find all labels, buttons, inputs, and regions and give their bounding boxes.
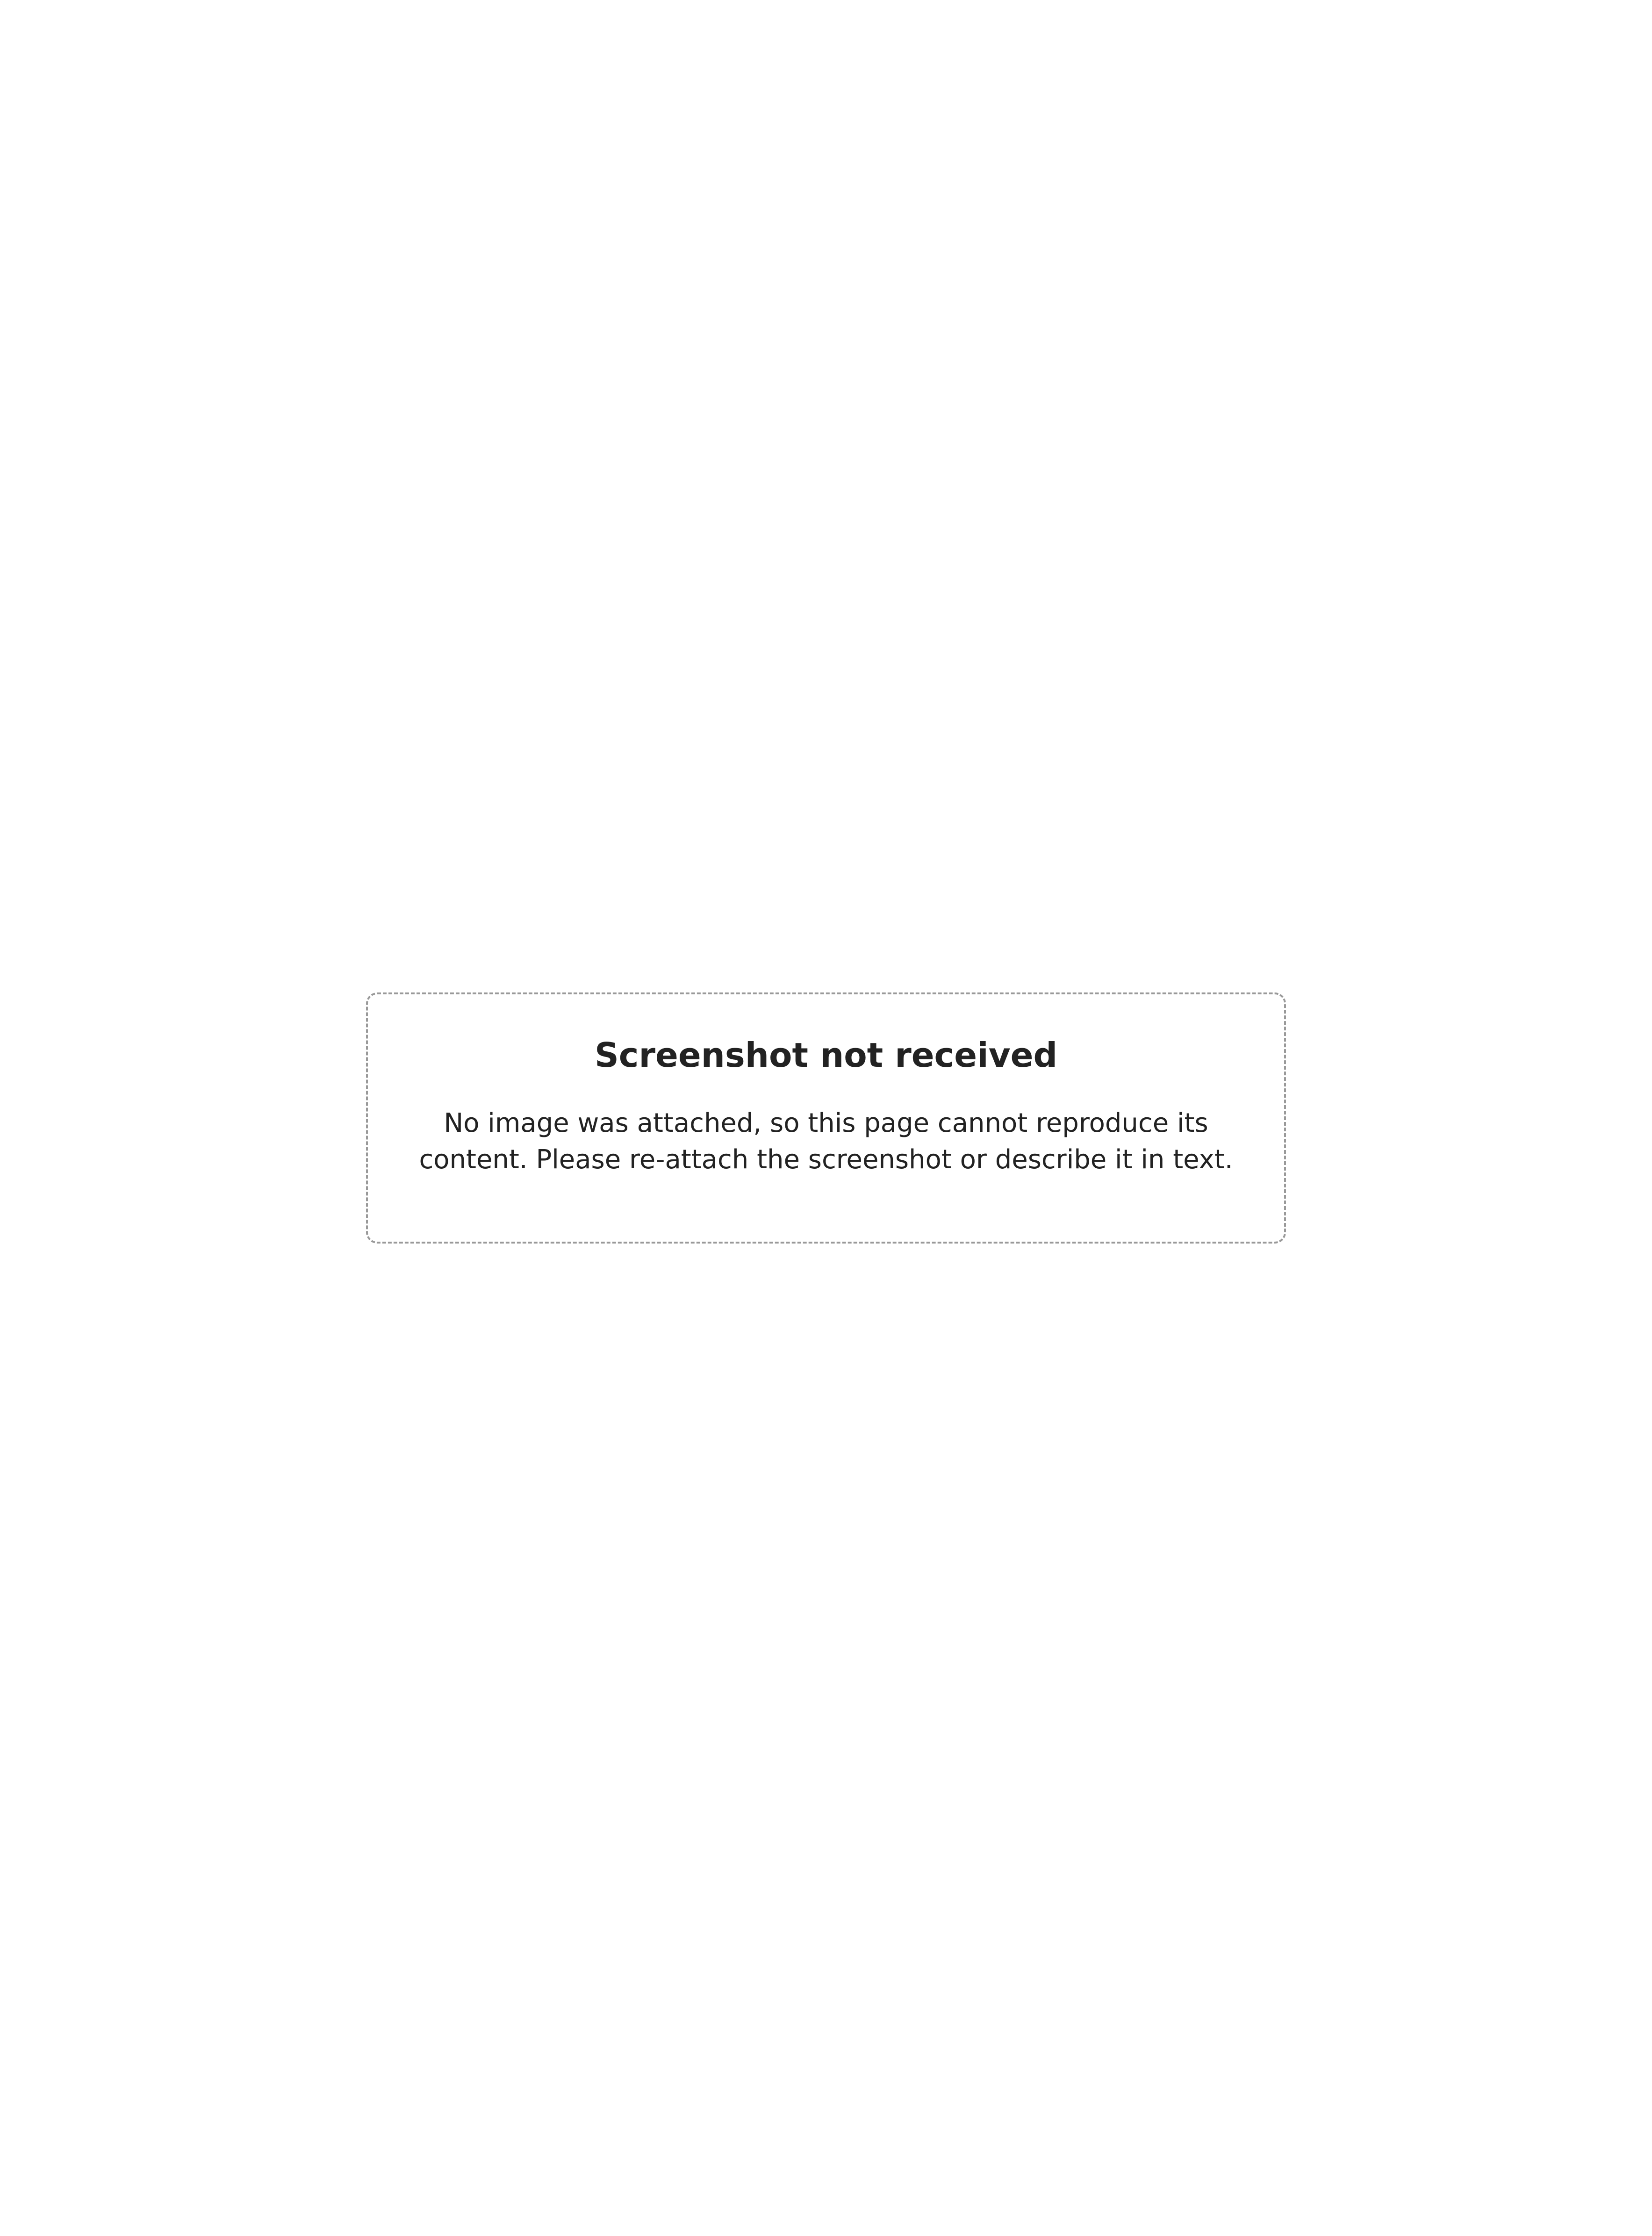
missing-image-notice: [366, 992, 1286, 1244]
notice-title: Screenshot not received: [594, 1035, 1058, 1075]
notice-message: No image was attached, so this page cannot reproduce its content. Please re-attach the screenshot or describe it in text.: [419, 1107, 1233, 1175]
